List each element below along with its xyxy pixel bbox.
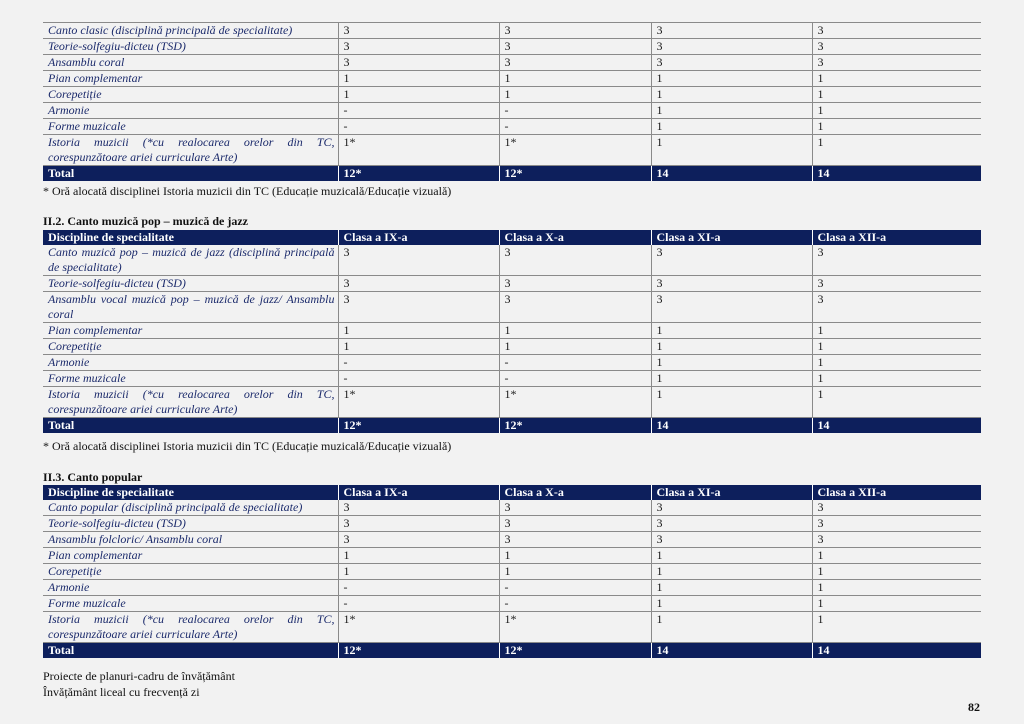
hours-cell: 1* (338, 135, 499, 166)
section-title: II.2. Canto muzică pop – muzică de jazz (43, 214, 248, 228)
hours-cell: 3 (812, 516, 981, 532)
table-header-row (43, 230, 981, 245)
hours-cell: 3 (651, 23, 812, 39)
hours-cell: 1 (812, 612, 981, 643)
page-number: 82 (968, 700, 980, 714)
hours-cell: 1 (651, 355, 812, 371)
hours-cell: 3 (812, 245, 981, 276)
table-row (43, 596, 981, 612)
hours-cell: 1 (812, 323, 981, 339)
hours-cell: 3 (499, 276, 651, 292)
discipline-name: Canto clasic (disciplină principală de specialitate) (43, 23, 338, 39)
hours-cell: 1 (338, 71, 499, 87)
hours-cell: - (338, 103, 499, 119)
hours-cell: 3 (338, 23, 499, 39)
hours-cell: 1 (651, 103, 812, 119)
hours-cell: 3 (812, 23, 981, 39)
table-canto-clasic (43, 23, 981, 181)
hours-cell: 1 (651, 596, 812, 612)
discipline-name: Ansamblu folcloric/ Ansamblu coral (43, 532, 338, 548)
hours-cell: 3 (651, 55, 812, 71)
hours-cell: 1 (812, 548, 981, 564)
hours-cell: - (338, 371, 499, 387)
hours-cell: 1 (338, 323, 499, 339)
hours-cell: 1 (812, 71, 981, 87)
discipline-name: Teorie-solfegiu-dicteu (TSD) (43, 39, 338, 55)
total-row (43, 418, 981, 434)
discipline-name: Istoria muzicii (*cu realocarea orelor din TC, corespunzătoare ariei curriculare Arte) (43, 612, 338, 643)
table-row (43, 532, 981, 548)
hours-cell: 3 (499, 516, 651, 532)
discipline-name: Corepetiție (43, 339, 338, 355)
hours-cell: 1 (651, 119, 812, 135)
discipline-name: Istoria muzicii (*cu realocarea orelor din TC, corespunzătoare ariei curriculare Arte) (43, 387, 338, 418)
table-row (43, 355, 981, 371)
hours-cell: 1 (812, 103, 981, 119)
hours-cell: 3 (651, 292, 812, 323)
hours-cell: 3 (651, 500, 812, 516)
total-cell: 14 (812, 643, 981, 659)
table-row (43, 516, 981, 532)
discipline-name: Pian complementar (43, 71, 338, 87)
hours-cell: 1 (812, 87, 981, 103)
hours-cell: 1 (651, 580, 812, 596)
table-row (43, 23, 981, 39)
table-row (43, 276, 981, 292)
discipline-name: Teorie-solfegiu-dicteu (TSD) (43, 276, 338, 292)
hours-cell: 1 (651, 371, 812, 387)
discipline-name: Forme muzicale (43, 119, 338, 135)
hours-cell: 1 (812, 371, 981, 387)
hours-cell: 1 (499, 87, 651, 103)
column-header: Clasa a IX-a (338, 230, 499, 245)
total-cell: 12* (338, 166, 499, 182)
hours-cell: 1* (338, 612, 499, 643)
hours-cell: 1* (499, 135, 651, 166)
discipline-name: Istoria muzicii (*cu realocarea orelor din TC, corespunzătoare ariei curriculare Arte) (43, 135, 338, 166)
table-row (43, 564, 981, 580)
hours-cell: 1 (812, 387, 981, 418)
column-header: Discipline de specialitate (43, 485, 338, 500)
hours-cell: 3 (812, 532, 981, 548)
total-cell: 14 (651, 418, 812, 434)
total-label: Total (43, 418, 338, 434)
hours-cell: 3 (499, 23, 651, 39)
hours-cell: 3 (651, 532, 812, 548)
hours-cell: - (338, 355, 499, 371)
column-header: Discipline de specialitate (43, 230, 338, 245)
hours-cell: 3 (499, 500, 651, 516)
hours-cell: 3 (812, 55, 981, 71)
hours-cell: 3 (651, 245, 812, 276)
column-header: Clasa a XII-a (812, 485, 981, 500)
total-cell: 12* (338, 643, 499, 659)
hours-cell: 1 (651, 548, 812, 564)
hours-cell: 3 (338, 516, 499, 532)
table-row (43, 548, 981, 564)
hours-cell: 1 (651, 339, 812, 355)
total-cell: 14 (651, 166, 812, 182)
total-cell: 12* (499, 166, 651, 182)
total-cell: 14 (812, 166, 981, 182)
table-row (43, 612, 981, 643)
column-header: Clasa a X-a (499, 230, 651, 245)
hours-cell: 3 (338, 292, 499, 323)
hours-cell: 3 (812, 292, 981, 323)
hours-cell: - (499, 119, 651, 135)
discipline-name: Teorie-solfegiu-dicteu (TSD) (43, 516, 338, 532)
column-header: Clasa a XI-a (651, 230, 812, 245)
hours-cell: 3 (651, 39, 812, 55)
table-row (43, 323, 981, 339)
hours-cell: 1 (651, 612, 812, 643)
hours-cell: 3 (812, 500, 981, 516)
total-cell: 14 (651, 643, 812, 659)
hours-cell: 3 (338, 276, 499, 292)
hours-cell: 1 (812, 119, 981, 135)
hours-cell: 3 (812, 276, 981, 292)
table-row (43, 245, 981, 276)
hours-cell: 1 (812, 339, 981, 355)
footer-line-2: Învățământ liceal cu frecvență zi (43, 685, 200, 699)
table-row (43, 339, 981, 355)
hours-cell: 1* (338, 387, 499, 418)
discipline-name: Forme muzicale (43, 371, 338, 387)
table-canto-popular (43, 485, 981, 658)
hours-cell: - (338, 596, 499, 612)
hours-cell: 1 (651, 564, 812, 580)
discipline-name: Corepetiție (43, 87, 338, 103)
hours-cell: - (338, 119, 499, 135)
hours-cell: 1 (651, 323, 812, 339)
table-row (43, 500, 981, 516)
discipline-name: Armonie (43, 355, 338, 371)
table-row (43, 387, 981, 418)
table-canto-pop-jazz (43, 230, 981, 433)
total-label: Total (43, 166, 338, 182)
footnote: * Oră alocată disciplinei Istoria muzicii din TC (Educație muzicală/Educație vizuală) (43, 184, 452, 198)
column-header: Clasa a XII-a (812, 230, 981, 245)
column-header: Clasa a XI-a (651, 485, 812, 500)
table-row (43, 371, 981, 387)
total-cell: 12* (499, 643, 651, 659)
hours-cell: - (499, 103, 651, 119)
hours-cell: - (499, 371, 651, 387)
hours-cell: 1 (651, 387, 812, 418)
table-row (43, 87, 981, 103)
hours-cell: 1 (499, 323, 651, 339)
discipline-name: Pian complementar (43, 548, 338, 564)
hours-cell: 1 (812, 580, 981, 596)
table-row (43, 119, 981, 135)
hours-cell: 1 (338, 564, 499, 580)
table-row (43, 103, 981, 119)
hours-cell: 1 (499, 564, 651, 580)
total-label: Total (43, 643, 338, 659)
discipline-name: Armonie (43, 103, 338, 119)
table-row (43, 135, 981, 166)
hours-cell: 1 (812, 135, 981, 166)
total-row (43, 643, 981, 659)
hours-cell: 1 (338, 339, 499, 355)
discipline-name: Canto popular (disciplină principală de specialitate) (43, 500, 338, 516)
total-cell: 12* (499, 418, 651, 434)
discipline-name: Ansamblu coral (43, 55, 338, 71)
hours-cell: 1 (499, 339, 651, 355)
column-header: Clasa a X-a (499, 485, 651, 500)
hours-cell: 1 (338, 87, 499, 103)
discipline-name: Canto muzică pop – muzică de jazz (disciplină principală de specialitate) (43, 245, 338, 276)
table-row (43, 71, 981, 87)
hours-cell: 1 (338, 548, 499, 564)
hours-cell: 1 (651, 71, 812, 87)
hours-cell: 1 (651, 87, 812, 103)
footer-line-1: Proiecte de planuri-cadru de învățământ (43, 669, 235, 683)
hours-cell: 1 (499, 71, 651, 87)
total-cell: 14 (812, 418, 981, 434)
table-header-row (43, 485, 981, 500)
hours-cell: - (499, 355, 651, 371)
table-row (43, 292, 981, 323)
hours-cell: 3 (338, 532, 499, 548)
hours-cell: 3 (338, 39, 499, 55)
hours-cell: 3 (499, 245, 651, 276)
hours-cell: 1 (812, 596, 981, 612)
hours-cell: 3 (499, 532, 651, 548)
hours-cell: - (499, 580, 651, 596)
hours-cell: 3 (651, 276, 812, 292)
hours-cell: 3 (338, 55, 499, 71)
total-row (43, 166, 981, 182)
hours-cell: 1* (499, 387, 651, 418)
hours-cell: 1 (812, 355, 981, 371)
column-header: Clasa a IX-a (338, 485, 499, 500)
discipline-name: Ansamblu vocal muzică pop – muzică de jazz/ Ansamblu coral (43, 292, 338, 323)
hours-cell: 1 (499, 548, 651, 564)
hours-cell: 3 (338, 500, 499, 516)
hours-cell: 3 (499, 292, 651, 323)
discipline-name: Forme muzicale (43, 596, 338, 612)
hours-cell: 3 (651, 516, 812, 532)
discipline-name: Pian complementar (43, 323, 338, 339)
discipline-name: Corepetiție (43, 564, 338, 580)
hours-cell: 3 (499, 55, 651, 71)
hours-cell: 3 (338, 245, 499, 276)
footnote: * Oră alocată disciplinei Istoria muzicii din TC (Educație muzicală/Educație vizuală) (43, 439, 452, 453)
section-title: II.3. Canto popular (43, 470, 143, 484)
hours-cell: - (338, 580, 499, 596)
hours-cell: 3 (499, 39, 651, 55)
table-row (43, 55, 981, 71)
total-cell: 12* (338, 418, 499, 434)
table-row (43, 580, 981, 596)
hours-cell: 3 (812, 39, 981, 55)
discipline-name: Armonie (43, 580, 338, 596)
hours-cell: - (499, 596, 651, 612)
hours-cell: 1 (812, 564, 981, 580)
table-row (43, 39, 981, 55)
hours-cell: 1* (499, 612, 651, 643)
hours-cell: 1 (651, 135, 812, 166)
